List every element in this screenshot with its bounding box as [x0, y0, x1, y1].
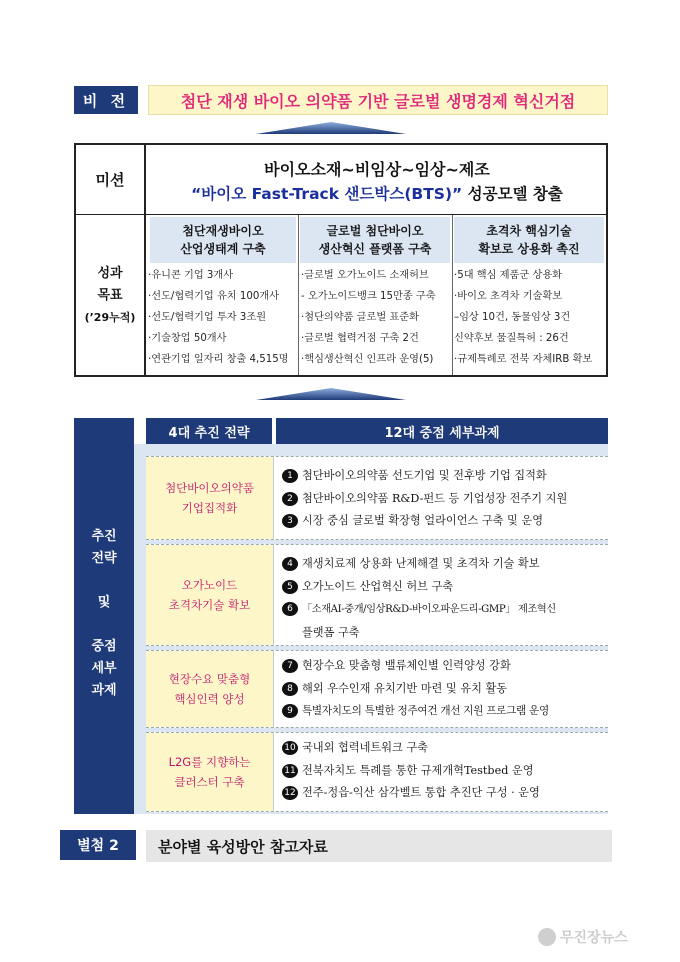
task-item: 2 첨단바이오의약품 R&D-펀드 등 기업성장 전주기 지원	[282, 488, 608, 511]
vision-statement: 첨단 재생 바이오 의약품 기반 글로벌 생명경제 혁신거점	[148, 85, 608, 115]
task-item: 10 국내외 협력네트워크 구축	[282, 737, 608, 760]
goals-label	[76, 263, 144, 329]
task-item: 6 「소재AI-중개/임상R&D-바이오파운드리-GMP」 제조혁신	[282, 598, 608, 622]
task-item: 11 전북자치도 특례를 통한 규제개혁Testbed 운영	[282, 760, 608, 783]
task-item: 9 특별자치도의 특별한 정주여건 개선 지원 프로그램 운영	[282, 700, 608, 723]
strategy-row	[146, 456, 608, 540]
mission-label: 미션	[95, 171, 125, 189]
task-item: 4 재생치료제 상용화 난제해결 및 초격차 기술 확보	[282, 553, 608, 576]
goal-item: ·선도/협력기업 투자 3조원	[148, 312, 267, 323]
goal-column-header: 초격차 핵심기술 확보로 상용화 촉진	[454, 217, 604, 263]
down-arrow-shape	[256, 388, 406, 400]
task-list	[282, 465, 608, 533]
mission-goals-table	[74, 143, 608, 377]
strategy-row	[146, 650, 608, 728]
divider	[76, 214, 606, 215]
goal-item: - 오가노이드뱅크 15만종 구축	[301, 291, 436, 302]
down-arrow-shape	[256, 122, 406, 134]
goal-item: ·글로벌 협력거점 구축 2건	[301, 333, 419, 344]
task-list	[282, 655, 608, 723]
strategy-row	[146, 544, 608, 646]
strategy-side-label: 추진 전략 및 중점 세부 과제	[74, 418, 134, 814]
goal-list	[454, 265, 606, 370]
goal-item: ·핵심생산혁신 인프라 운영(5)	[301, 354, 434, 365]
divider	[298, 215, 299, 375]
annex-label: 별첨 2	[60, 830, 136, 860]
goal-item: ·바이오 초격차 기술확보	[454, 291, 563, 302]
mission-highlight: “바이오 Fast-Track 샌드박스(BTS)”	[191, 185, 463, 203]
task-list	[282, 553, 608, 644]
goal-item: ·첨단의약품 글로벌 표준화	[301, 312, 419, 323]
goal-item: –임상 10건, 동물임상 3건	[454, 312, 571, 323]
task-item: 7 현장수요 맞춤형 밸류체인별 인력양성 강화	[282, 655, 608, 678]
goal-item: ·선도/협력기업 유치 100개사	[148, 291, 280, 302]
strategies-header: 4대 추진 전략	[146, 418, 272, 444]
goals-label-line: 성과	[97, 266, 123, 281]
mission-line1: 바이오소재~비임상~임상~제조	[264, 160, 490, 179]
mission-line2	[148, 182, 606, 204]
task-list	[282, 737, 608, 805]
goal-item: ·연관기업 일자리 창출 4,515명	[148, 354, 289, 365]
strategy-name: 현장수요 맞춤형 핵심인력 양성	[146, 651, 274, 727]
strategy-name: L2G를 지향하는 클러스터 구축	[146, 733, 274, 811]
goals-label-line: 목표	[97, 288, 123, 303]
goal-item: 신약후보 물질특허 : 26건	[454, 333, 569, 344]
strategy-row	[146, 732, 608, 812]
task-item: 플랫폼 구축	[302, 625, 360, 639]
vision-label: 비 전	[74, 86, 138, 114]
task-item: 5 오가노이드 산업혁신 허브 구축	[282, 576, 608, 599]
task-item: 12 전주-정읍-익산 삼각벨트 통합 추진단 구성 · 운영	[282, 782, 608, 805]
goal-item: ·글로벌 오가노이드 소재허브	[301, 270, 429, 281]
task-item: 8 해외 우수인재 유치기반 마련 및 유치 활동	[282, 678, 608, 701]
goal-item: ·기술창업 50개사	[148, 333, 227, 344]
divider	[452, 215, 453, 375]
watermark-icon	[538, 928, 556, 946]
divider	[144, 145, 146, 375]
goal-column-header: 글로벌 첨단바이오 생산혁신 플랫폼 구축	[300, 217, 450, 263]
goal-list	[148, 265, 298, 370]
goals-period: (’29누적)	[84, 311, 136, 324]
tasks-header: 12대 중점 세부과제	[276, 418, 608, 444]
goal-item: ·규제특례로 전북 자체IRB 확보	[454, 354, 593, 365]
mission-line2-rest: 성공모델 창출	[462, 185, 563, 203]
goal-column-header: 첨단재생바이오 산업생태계 구축	[150, 217, 296, 263]
goal-list	[301, 265, 451, 370]
strategy-name: 첨단바이오의약품 기업집적화	[146, 457, 274, 539]
goal-item: ·유니콘 기업 3개사	[148, 270, 234, 281]
goal-item: ·5대 핵심 제품군 상용화	[454, 270, 563, 281]
strategy-name: 오가노이드 초격차기술 확보	[146, 545, 274, 645]
annex-title: 분야별 육성방안 참고자료	[146, 830, 612, 862]
watermark: 무진장뉴스	[538, 924, 674, 950]
task-item: 1 첨단바이오의약품 선도기업 및 전후방 기업 집적화	[282, 465, 608, 488]
task-item: 3 시장 중심 글로벌 확장형 얼라이언스 구축 및 운영	[282, 510, 608, 533]
